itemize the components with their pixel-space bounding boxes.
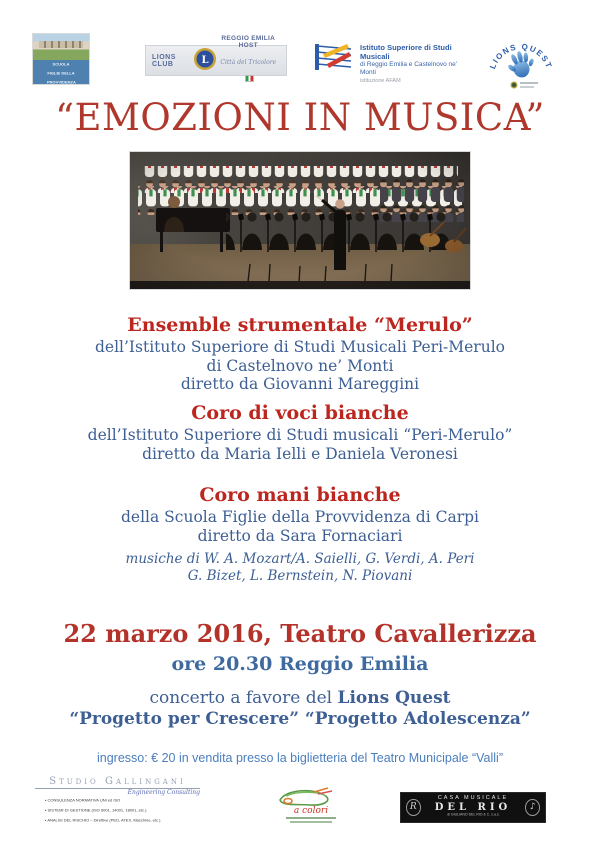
lions-club-label: LIONS CLUB [152, 53, 176, 68]
svg-text:L: L [201, 54, 209, 66]
studio-tagline: Engineering Consulting [127, 789, 200, 796]
lions-club-banner [145, 34, 287, 76]
italy-flag-icon [245, 75, 254, 82]
svg-text:a colori: a colori [293, 806, 329, 816]
date-venue-text: 22 marzo 2016, Teatro Cavallerizza [63, 619, 537, 648]
ticket-info [0, 747, 600, 766]
credits-line: G. Bizet, L. Bernstein, N. Piovani [187, 567, 413, 584]
benefit-line-1 [0, 688, 600, 709]
event-time-city [0, 653, 600, 675]
section-line: diretto da Maria Ielli e Daniela Veronesi [142, 444, 458, 463]
casa-monogram-icon: R [406, 799, 421, 816]
studio-gallingani-logo [35, 776, 200, 828]
scuola-caption-line: PROVVIDENZA [47, 80, 76, 85]
concert-photo [130, 152, 470, 289]
section-heading: Coro di voci bianche [191, 402, 409, 424]
svg-text:LIONS QUEST: LIONS QUEST [488, 42, 554, 71]
section-line: dell’Istituto Superiore di Studi musicali “Peri-Merulo” [87, 426, 513, 444]
a-colori-logo [266, 786, 356, 828]
benefit-lions-quest: Lions Quest [337, 688, 451, 708]
studio-services-list [45, 798, 200, 828]
poster-title: “EMOZIONI IN MUSICA” [55, 96, 545, 139]
benefit-info [0, 688, 600, 730]
section-coro-voci [0, 402, 600, 463]
time-city-text: ore 20.30 Reggio Emilia [171, 653, 429, 675]
music-staff-icon [313, 40, 355, 80]
lions-club-emblem-icon [193, 47, 217, 75]
section-line: della Scuola Figlie della Provvidenza di Carpi [121, 508, 479, 526]
casa-note-icon: ♪ [525, 799, 540, 816]
istituto-afam-note: istituzione AFAM [360, 78, 401, 84]
casa-text-block [421, 795, 526, 820]
music-credits [0, 551, 600, 584]
scuola-logo-caption [33, 60, 89, 84]
lions-club-motto: Città del Tricolore [220, 58, 277, 66]
studio-service-item: ▪ SISTEMI DI GESTIONE (ISO 9001, 14001, 18001, etc.) [45, 808, 123, 813]
casa-line3: di GIULIANO DEL RIO & C. s.a.s. [446, 813, 500, 817]
scuola-caption-line: SCUOLA [52, 62, 70, 67]
istituto-name: Istituto Superiore di Studi Musicali [360, 43, 452, 61]
benefit-prefix: concerto a favore del [149, 688, 338, 708]
studio-service-item: ▪ ANALISI DEL RISCHIO – Direttive (PED, ATEX, Macchine, etc.) [45, 818, 123, 823]
scuola-provvidenza-logo [33, 34, 89, 84]
ticket-text: ingresso: € 20 in vendita presso la biglietteria del Teatro Municipale “Valli” [96, 751, 503, 765]
school-building-photo [33, 34, 89, 60]
istituto-text-block [360, 40, 473, 84]
casa-musicale-del-rio-logo [400, 792, 546, 823]
casa-line2: DEL RIO [434, 802, 512, 813]
section-heading: Coro mani bianche [199, 484, 401, 506]
event-date-venue [0, 619, 600, 648]
scuola-caption-line: FIGLIE DELLA [47, 71, 75, 76]
section-line: diretto da Sara Fornaciari [197, 526, 403, 545]
casa-line1: CASA MUSICALE [437, 795, 509, 801]
lions-quest-logo [488, 33, 554, 93]
lions-club-host-block [217, 35, 280, 87]
section-line: dell’Istituto Superiore di Studi Musicali Peri-Merulo [94, 338, 505, 356]
istituto-location: di Reggio Emilia e Castelnovo ne’ Monti [360, 61, 457, 76]
section-ensemble [0, 314, 600, 394]
section-line: diretto da Giovanni Mareggini [180, 375, 420, 393]
section-coro-mani [0, 484, 600, 545]
section-heading: Ensemble strumentale “Merulo” [127, 314, 473, 336]
studio-name: Studio Gallingani [35, 776, 200, 789]
lions-club-host-label: REGGIO EMILIA HOST [221, 34, 276, 49]
credits-line: musiche di W. A. Mozart/A. Saielli, G. Verdi, A. Peri [125, 551, 475, 567]
benefit-line-2: “Progetto per Crescere” “Progetto Adolescenza” [69, 709, 531, 729]
istituto-musicale-logo [313, 40, 473, 84]
studio-service-item: ▪ CONSULENZA NORMATIVA UNI ed ISO [45, 798, 123, 803]
section-line: di Castelnovo ne’ Monti [206, 356, 394, 375]
